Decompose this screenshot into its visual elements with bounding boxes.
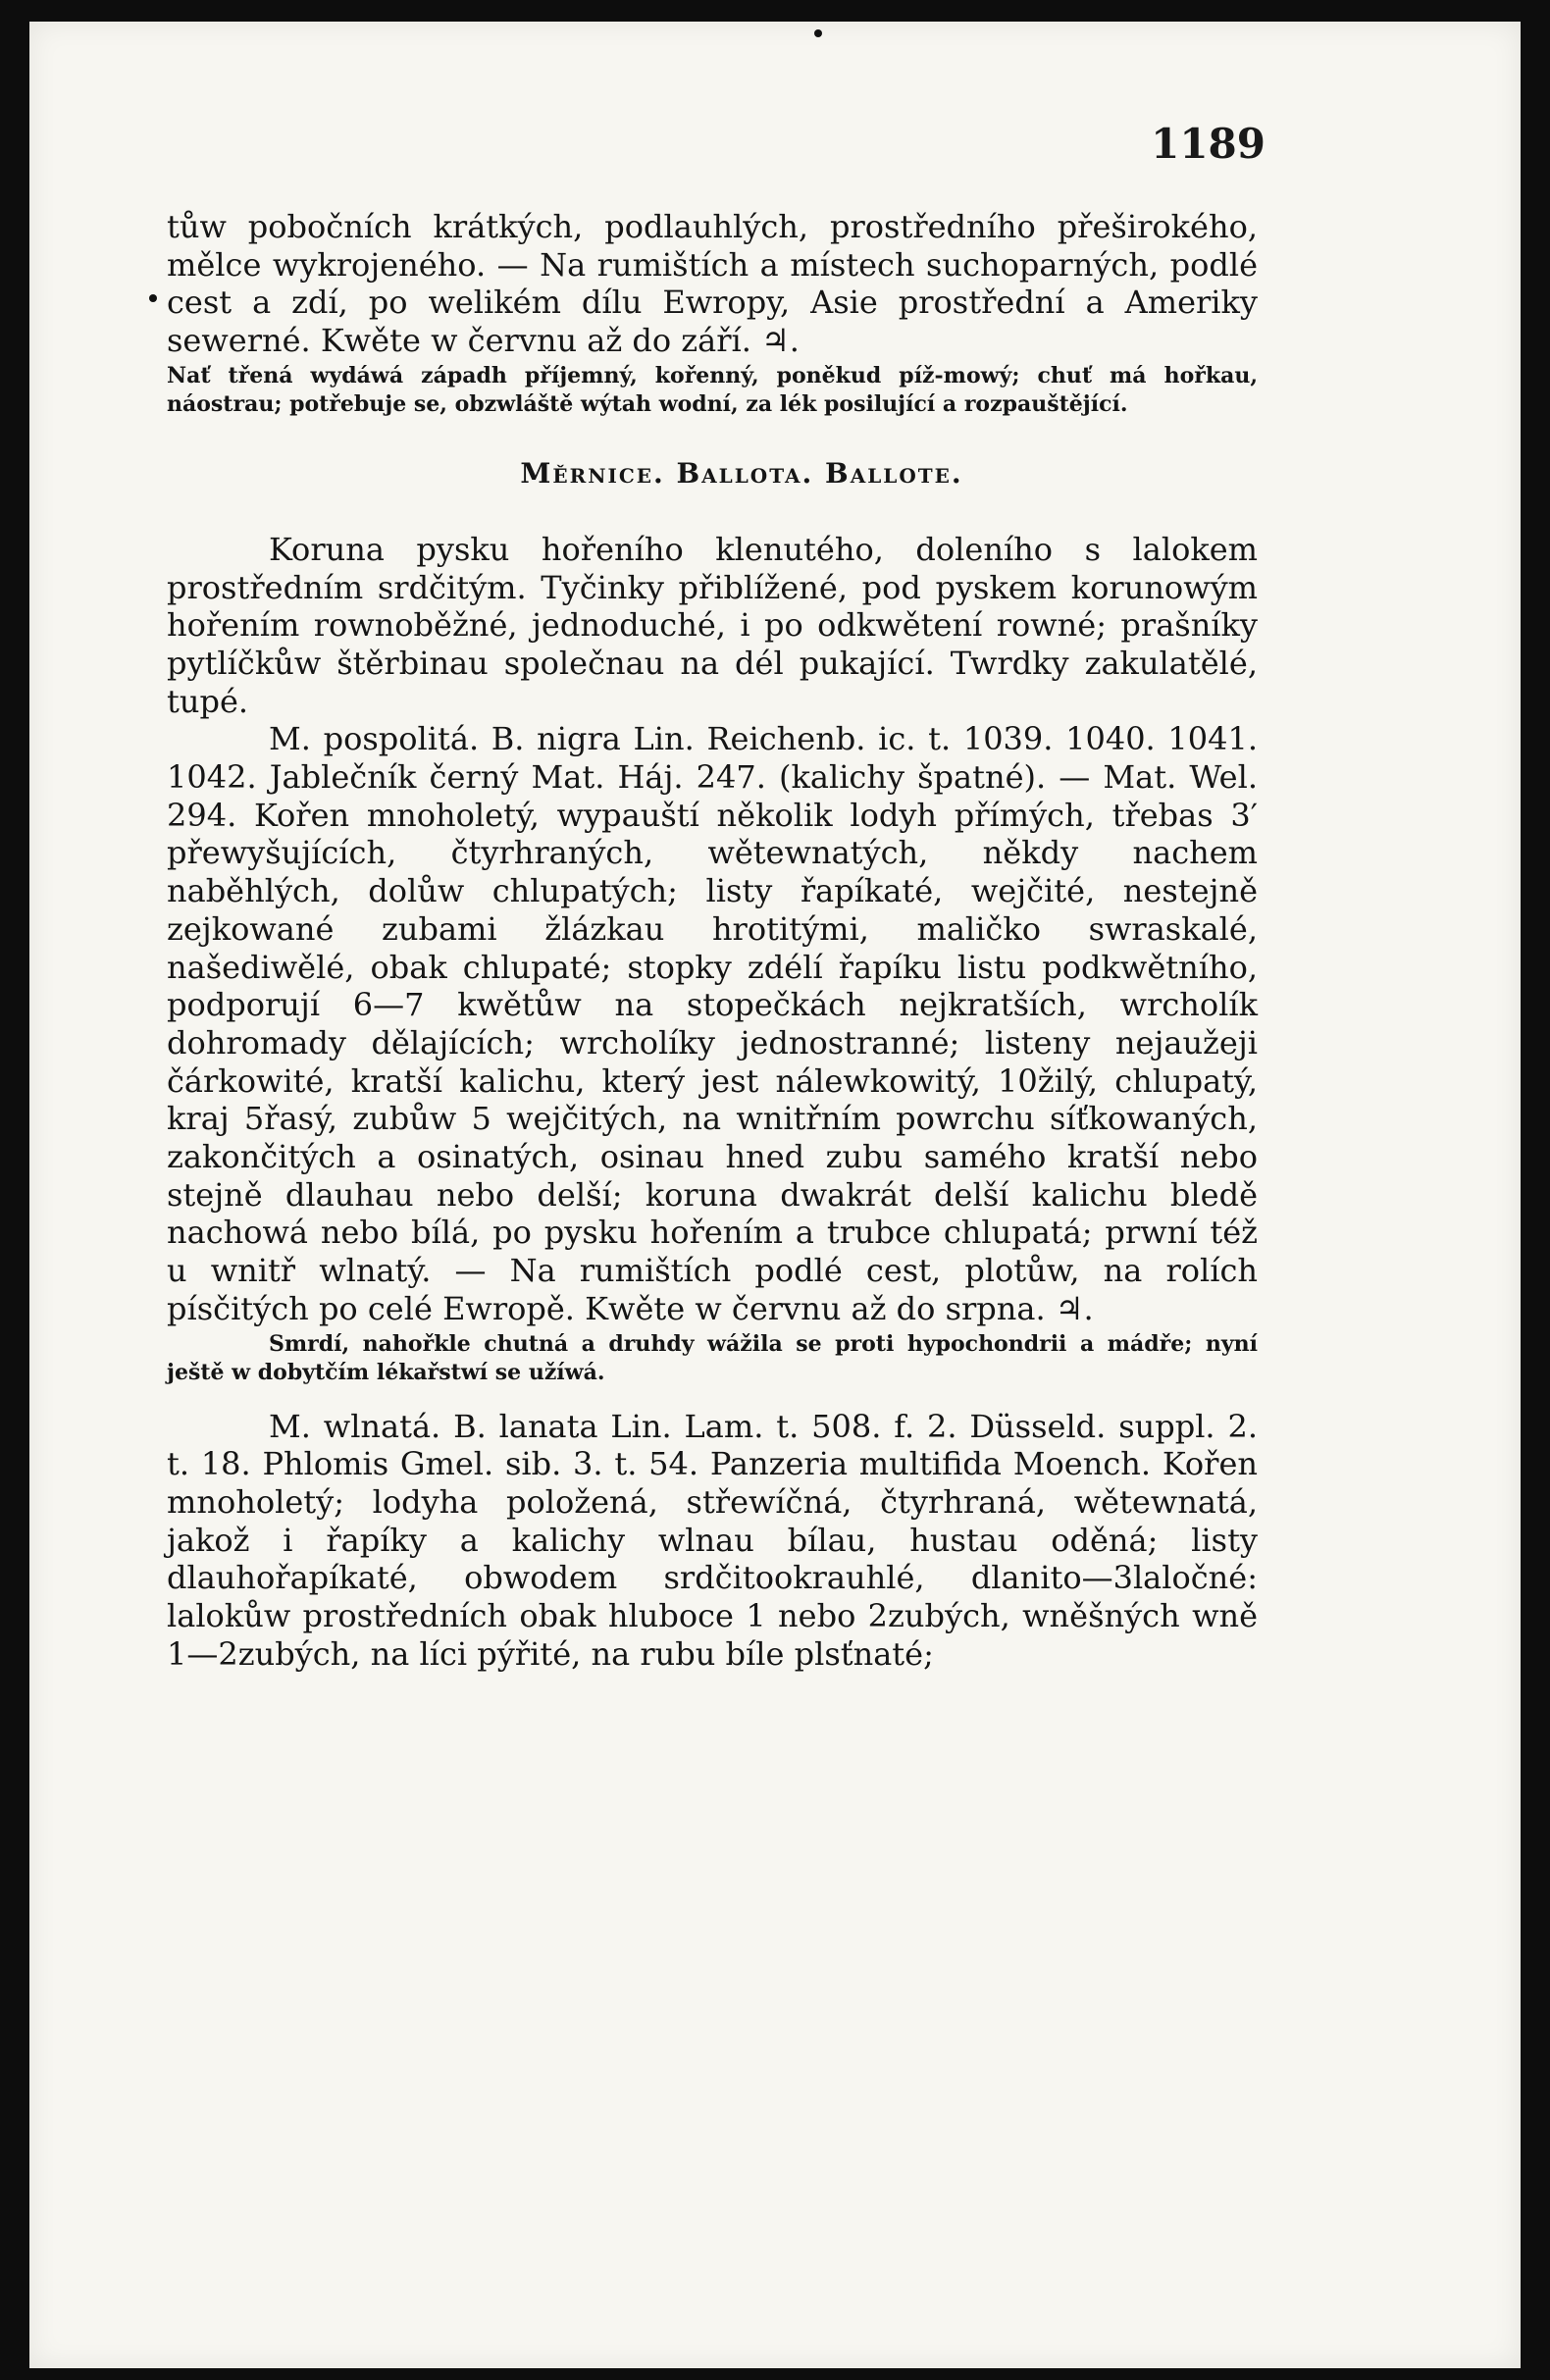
print-speck — [814, 29, 822, 37]
page-content — [167, 208, 1258, 1674]
spacer — [167, 420, 1258, 457]
intro-text: tůw pobočních krátkých, podlauhlých, prostředního přeširokého, mělce wykrojeného. — Na rumištích a místech suchoparných, podlé cest a zdí, po welikém dílu Ewropy, Asie prostřední a Ameriky sewerné. Kwěte w červnu až do září. ♃. — [167, 208, 1258, 360]
book-page — [29, 22, 1521, 2368]
species-pospolita: M. pospolitá. B. nigra Lin. Reichenb. ic. t. 1039. 1040. 1041. 1042. Jablečník černý Mat. Háj. 247. (kalichy špatné). — Mat. Wel. 294. Kořen mnoholetý, wypauští několik lodyh přímých, třebas 3′ přewyšujících, čtyrhraných, wětewnatých, někdy nachem naběhlých, dolůw chlupatých; listy řapíkaté, wejčité, nestejně zejkowané zubami žlázkau hrotitými, maličko swraskalé, našediwělé, obak chlupaté; stopky zdélí řapíku listu podkwětního, podporují 6—7 kwětůw na stopečkách nejkratších, wrcholík dohromady dělajících; wrcholíky jednostranné; listeny nejaužeji čárkowité, kratší kalichu, který jest nálewkowitý, 10žilý, chlupatý, kraj 5řasý, zubůw 5 wejčitých, na wnitřním powrchu síťkowaných, zakončitých a osinatých, osinau hned zubu samého kratší nebo stejně dlauhau nebo delší; koruna dwakrát delší kalichu bledě nachowá nebo bílá, po pysku hořením a trubce chlupatá; prwní též u wnitř wlnatý. — Na rumištích podlé cest, plotůw, na rolích písčitých po celé Ewropě. Kwěte w červnu až do srpna. ♃. — [167, 720, 1258, 1327]
print-speck — [149, 294, 157, 302]
species-pospolita-note: Smrdí, nahořkle chutná a druhdy wážila se proti hypochondrii a mádře; nyní ještě w dobytčím lékařstwí se užíwá. — [167, 1330, 1258, 1386]
species-wlnata: M. wlnatá. B. lanata Lin. Lam. t. 508. f. 2. Düsseld. suppl. 2. t. 18. Phlomis Gmel. sib. 3. t. 54. Panzeria multifida Moench. Kořen mnoholetý; lodyha položená, střewíčná, čtyrhraná, wětewnatá, jakož i řapíky a kalichy wlnau bílau, hustau oděná; listy dlauhořapíkaté, obwodem srdčitookrauhlé, dlanito—3laločné: lalokůw prostředních obak hluboce 1 nebo 2zubých, wněšných wně 1—2zubých, na líci pýřité, na rubu bíle plsťnaté; — [167, 1407, 1258, 1673]
intro-note: Nať třená wydáwá západh příjemný, kořenný, poněkud píž-mowý; chuť má hořkau, náostrau; potřebuje se, obzwláště wýtah wodní, za lék posilující a rozpauštějící. — [167, 362, 1258, 418]
page-number: 1189 — [1151, 120, 1266, 168]
genus-description: Koruna pysku hořeního klenutého, doleního s lalokem prostředním srdčitým. Tyčinky přiblížené, pod pyskem korunowým hořením rownoběžné, jednoduché, i po odkwětení rowné; prašníky pytlíčkůw štěrbinau společnau na dél pukající. Twrdky zakulatělé, tupé. — [167, 530, 1258, 720]
section-heading: Měrnice. Ballota. Ballote. — [520, 456, 963, 490]
